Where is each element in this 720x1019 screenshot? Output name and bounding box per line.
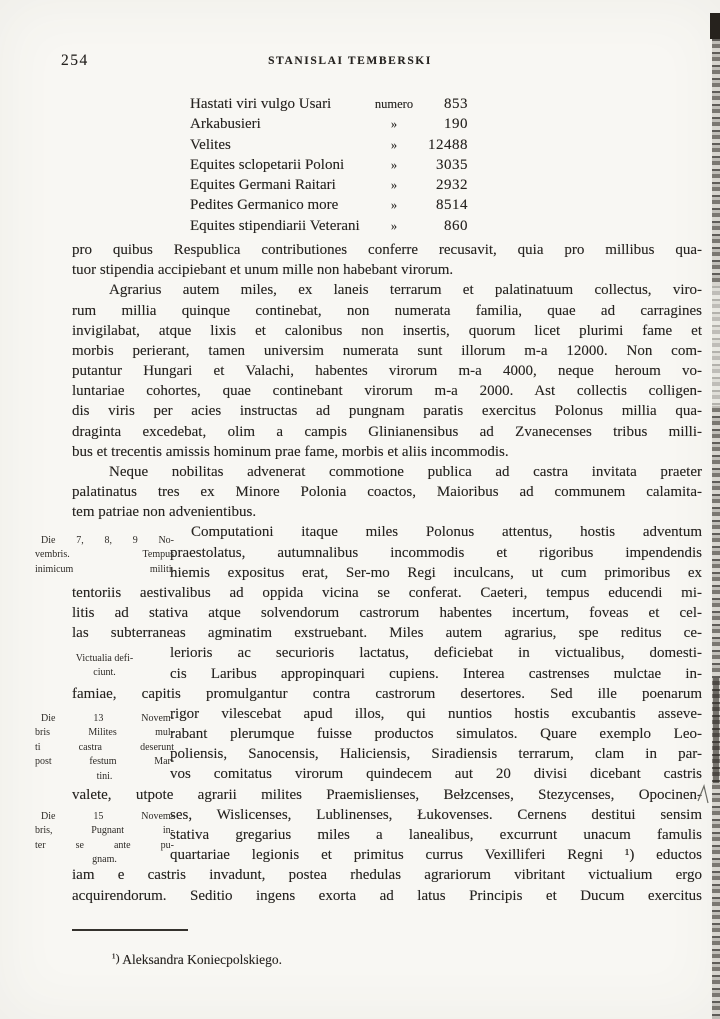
table-row (190, 135, 468, 155)
text-line: pro quibus Respublica contributiones conferre recusavit, quia pro millibus qua- (72, 242, 702, 258)
footnote-marker: ¹) (112, 951, 120, 965)
text-line: palatinatus tres ex Minore Polonia coactos, Maioribus ad communem calamita- (72, 484, 702, 501)
row-label: Equites Germani Raitari (190, 177, 336, 194)
margin-note-line: Victualia defi- (75, 653, 134, 664)
scan-edge-artifact-top (710, 13, 720, 39)
footnote-text: Aleksandra Koniecpolskiego. (122, 952, 282, 967)
row-ditto: » (390, 178, 398, 193)
text-line: lerioris ac securioris lactatus, deficiebat in victualibus, domesti- (170, 645, 702, 662)
text-line: quartariae legionis et primitus currus Vexilliferi Regni ¹) eductos (170, 847, 702, 864)
footnote-divider (72, 929, 188, 931)
margin-note-line: Die 13 Novem- (41, 713, 174, 724)
margin-note-line: ti castra deserunt (35, 741, 174, 753)
row-ditto: » (390, 218, 398, 233)
text-line: rigor vilescebat apud illos, qui nuntios hostis excubantis asseve- (170, 705, 702, 722)
row-label: Pedites Germanico more (190, 197, 339, 214)
text-line: dis viris per acies instructas ad pungnam paratis exercitus Polonus millia qua- (72, 403, 702, 420)
margin-note-line: bris, Pugnant in- (35, 825, 174, 837)
row-ditto: » (390, 198, 398, 213)
text-line: hiemis expositus erat, Ser-mo Regi inculcans, ut cum primoribus ex (170, 564, 702, 581)
row-value: 3035 (436, 156, 468, 173)
row-label: Hastati viri vulgo Usari (190, 96, 332, 112)
text-line: las subterraneas agminatim exstruebant. Miles autem agrarius, spe reditus ce- (72, 625, 702, 642)
scan-edge-artifact (712, 13, 720, 1019)
text-line: morbis perierant, tamen universim numerata sunt illorum m-a 12000. Non com- (72, 342, 702, 359)
margin-note-line: vembris. Tempus (35, 549, 174, 561)
text-line: valete, utpote agrarii milites Praemislienses, Bełzcenses, Stezycenses, Opocinen- (72, 786, 702, 803)
text-line: cis Laribus appropinquari cupiens. Interea castrenses mulctae in- (170, 665, 702, 682)
text-line: Computationi itaque miles Polonus attentus, hostis adventum (191, 524, 702, 541)
text-line: stativa gregarius miles a lanealibus, excurrunt unacum famulis (170, 826, 702, 843)
row-value: 190 (444, 116, 468, 133)
row-label: Arkabusieri (190, 116, 261, 133)
margin-note-line: bris Milites mul- (35, 727, 174, 739)
text-line: invigilabat, atque lixis et calonibus non insertis, quorum licet plurimi fame et (72, 322, 702, 339)
margin-note-line: Die 7, 8, 9 No- (41, 535, 174, 546)
table-row (190, 114, 468, 134)
page-number: 254 (61, 52, 89, 69)
margin-note-line: ciunt. (93, 667, 116, 679)
row-unit: numero (374, 97, 414, 111)
text-line: ses, Wislicenses, Lublinenses, Łukovenses. Cernens destitui sensim (170, 806, 702, 823)
text-line: Neque nobilitas advenerat commotione publica ad castra invitata praeter (109, 463, 702, 480)
margin-note-date-nov-13 (35, 712, 174, 784)
table-row (190, 155, 468, 175)
margin-note-line: Die 15 Novem- (41, 811, 174, 822)
text-line: bus et trecentis amissis hominum prae fame, morbis et aliis incommodis. (72, 443, 509, 460)
text-line: putantur Hungari et Valachi, habentes virorum m-a 4000, neque heroum vo- (72, 363, 702, 380)
margin-note-line: ter se ante pu- (35, 839, 174, 851)
running-head: STANISLAI TEMBERSKI (268, 55, 432, 67)
footnote (112, 951, 282, 968)
margin-note-dates-nov-7-8-9 (35, 534, 174, 577)
row-label: Equites stipendiarii Veterani (190, 217, 360, 234)
margin-note-line: gnam. (92, 854, 117, 866)
margin-note-date-nov-15 (35, 810, 174, 868)
handwriting-caret-mark (696, 784, 712, 804)
text-line: iam e castris invadunt, postea rhedulas agrariorum vibritant victualium ergo (72, 867, 702, 884)
text-line: tuor stipendia accipiebant et unum mille non habebant virorum. (72, 262, 454, 279)
text-line: poliensis, Sanocensis, Haliciensis, Siradiensis terrarum, clam in par- (170, 746, 702, 763)
table-row (190, 175, 468, 195)
text-line: litis ad stativa atque solvendorum castrorum habentes incertum, foveas et cel- (72, 605, 702, 622)
margin-note-line: inimicum militi. (35, 563, 174, 575)
margin-note-victualia (35, 652, 174, 681)
text-line: acquirendorum. Seditio ingens exorta ad latus Principis et Ducum exercitus (72, 887, 702, 904)
text-line: vos comitatus virorum quindecem aut 20 divisi dicebant castris (170, 766, 702, 783)
text-line: tentoriis aestivalibus ad oppida vicina se conferat. Caeteri, tempus educendi mi- (72, 584, 702, 601)
row-value: 853 (444, 96, 468, 112)
margin-note-line: tini. (96, 770, 113, 782)
muster-table (190, 94, 468, 236)
text-line: draginta excedebat, olim a campis Glinianensibus ad Zvanecenses tribus milli- (72, 423, 702, 440)
table-row (190, 195, 468, 215)
text-line: tem patriae non advenientibus. (72, 504, 257, 521)
row-ditto: » (390, 117, 398, 132)
margin-note-line: post festum Mar- (35, 756, 174, 768)
row-value: 8514 (436, 197, 468, 214)
scan-edge-artifact-dark (713, 678, 719, 783)
text-line: luntariae cohortes, quae continebant virorum m-a 2000. Ast collectis colligen- (72, 383, 702, 400)
table-row (190, 216, 468, 236)
text-line: rabant plerumque fuisse productos simulatos. Quare exemplo Leo- (170, 726, 702, 743)
text-line: Agrarius autem miles, ex laneis terrarum et palatinatuum collectus, viro- (109, 282, 702, 299)
scan-edge-artifact-fade (711, 286, 720, 406)
row-ditto: » (390, 157, 398, 172)
text-line: praestolatus, autumnalibus incommodis et rigoribus impendendis (170, 544, 702, 561)
row-label: Velites (190, 136, 231, 153)
row-label: Equites sclopetarii Poloni (190, 156, 345, 173)
table-row (190, 94, 468, 114)
row-value: 860 (444, 217, 468, 234)
row-value: 12488 (428, 136, 468, 153)
row-value: 2932 (436, 177, 468, 194)
text-line: famiae, capitis promulgantur contra castrorum desertores. Sed ille poenarum (72, 685, 702, 702)
text-line: rum millia quinque continebat, non numerata familia, quae ad carragines (72, 302, 702, 319)
row-ditto: » (390, 137, 398, 152)
